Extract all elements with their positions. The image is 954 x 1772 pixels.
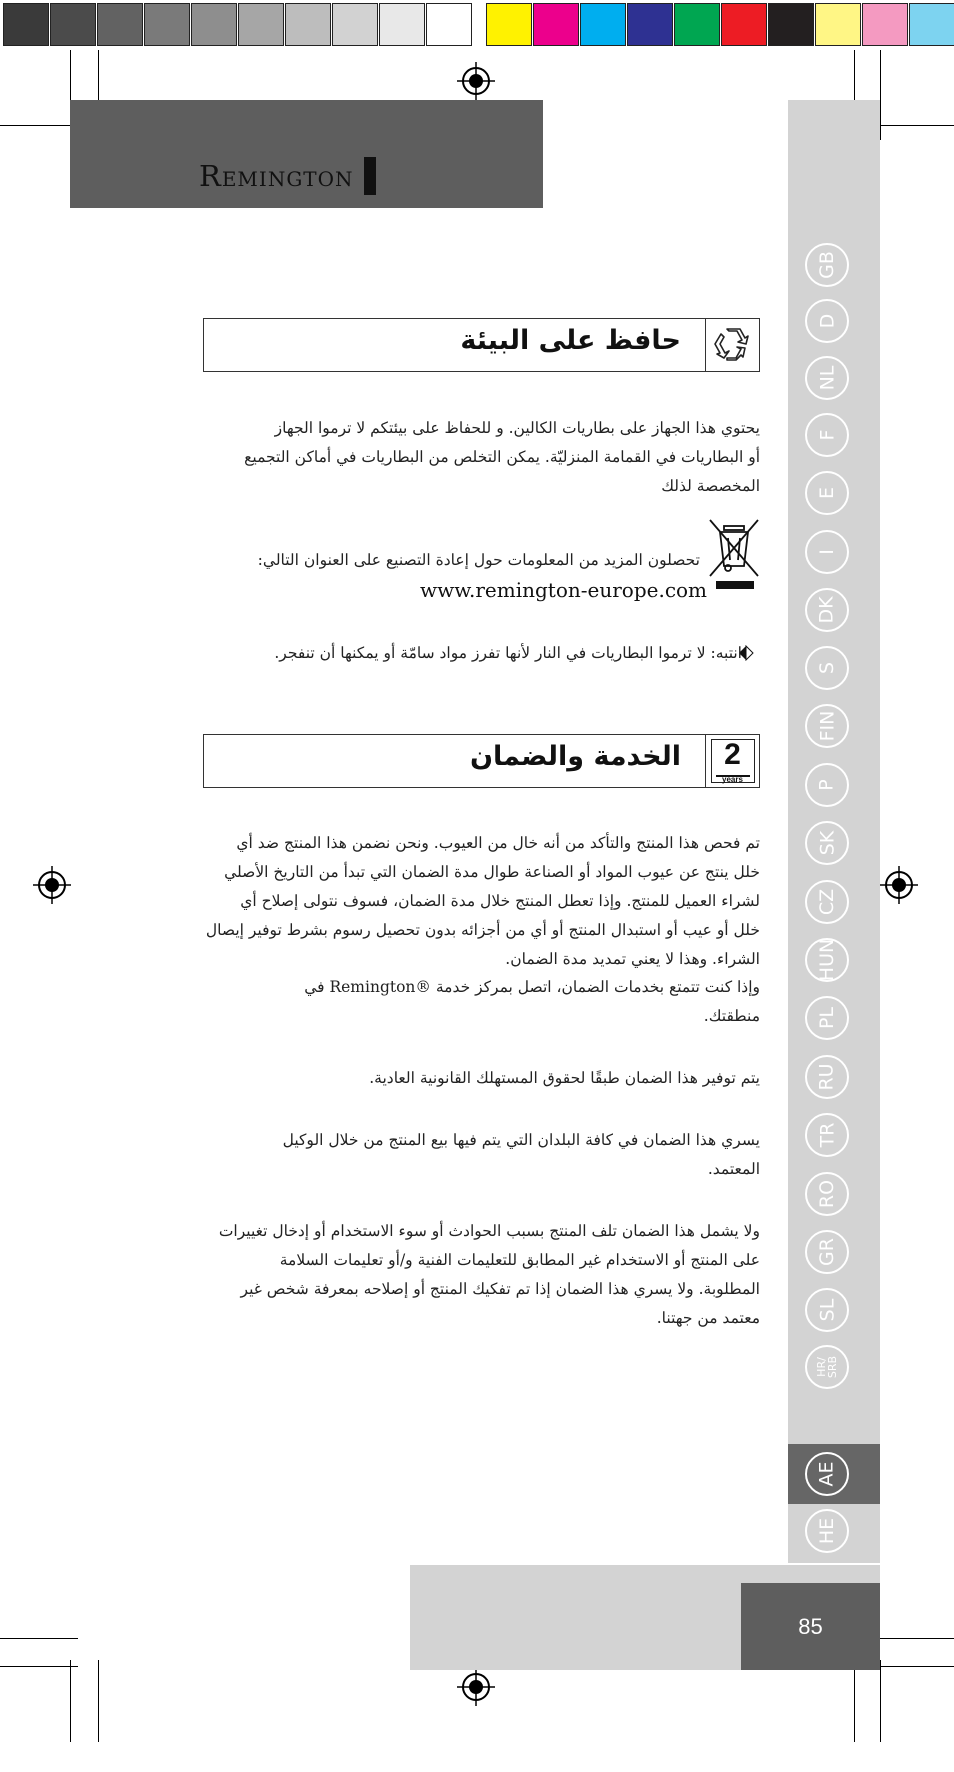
warranty-paragraph-3: يتم توفير هذا الضمان طبقًا لحقوق المستهلك القانونية العادية. bbox=[369, 1069, 760, 1087]
registration-mark-icon bbox=[457, 62, 495, 100]
recycle-icon bbox=[711, 323, 755, 367]
language-tab-p[interactable] bbox=[805, 763, 849, 807]
language-tab-ae[interactable] bbox=[805, 1452, 849, 1496]
text-line: معتمد من جهتنا. bbox=[656, 1309, 760, 1327]
warranty-paragraph-4 bbox=[283, 1126, 760, 1184]
text-line: الشراء. وهذا لا يعني تمديد مدة الضمان. bbox=[505, 950, 760, 968]
crossed-out-bin-icon bbox=[706, 516, 762, 592]
language-tab-label: SK bbox=[816, 830, 838, 856]
language-tab-label: SL bbox=[816, 1298, 838, 1322]
color-swatch bbox=[285, 3, 331, 46]
language-tab-ru[interactable] bbox=[805, 1055, 849, 1099]
text-line: المخصصة لذلك bbox=[661, 477, 760, 495]
color-swatch bbox=[533, 3, 579, 46]
section-warranty-title: الخدمة والضمان bbox=[469, 741, 681, 772]
warranty-badge bbox=[705, 735, 759, 787]
color-swatch bbox=[426, 3, 472, 46]
language-tab-gb[interactable] bbox=[805, 243, 849, 287]
color-swatch bbox=[379, 3, 425, 46]
color-swatch bbox=[191, 3, 237, 46]
registration-mark-icon bbox=[457, 1668, 495, 1706]
color-swatch bbox=[238, 3, 284, 46]
remington-logo bbox=[199, 156, 445, 196]
crop-mark bbox=[880, 50, 881, 140]
language-tab-label: D bbox=[815, 313, 838, 329]
crop-mark bbox=[880, 1660, 881, 1742]
warranty-paragraph-2 bbox=[304, 973, 760, 1031]
language-tab-e[interactable] bbox=[805, 471, 849, 515]
text-line: يسري هذا الضمان في كافة البلدان التي يتم فيها بيع المنتج من خلال الوكيل bbox=[282, 1131, 760, 1149]
text-line: لشراء العميل للمنتج. وإذا تعطل المنتج خلال مدة الضمان، فسوف نتولى إصلاح أي bbox=[240, 892, 760, 910]
color-swatch bbox=[768, 3, 814, 46]
environment-paragraph bbox=[244, 414, 760, 501]
language-tab-label: CZ bbox=[815, 888, 838, 916]
language-tab-label: PL bbox=[815, 1006, 838, 1030]
warranty-paragraph-5 bbox=[219, 1217, 760, 1333]
section-environment-title: حافظ على البيئة bbox=[460, 325, 681, 356]
crop-mark bbox=[98, 1660, 99, 1742]
color-swatch bbox=[815, 3, 861, 46]
color-swatch bbox=[50, 3, 96, 46]
language-tab-sl[interactable] bbox=[805, 1288, 849, 1332]
language-tab-hr-srb[interactable] bbox=[805, 1345, 849, 1389]
language-tab-label: HR/ SRB bbox=[814, 1355, 839, 1379]
color-swatch bbox=[674, 3, 720, 46]
color-swatch bbox=[144, 3, 190, 46]
warranty-years-label: years bbox=[722, 775, 743, 784]
logo-text: Remington bbox=[199, 159, 354, 193]
color-swatch bbox=[486, 3, 532, 46]
text-line: المطلوبة. ولا يسري هذا الضمان إذا تم تفكيك المنتج أو إصلاحه بمعرفة شخص غير bbox=[240, 1280, 760, 1298]
crop-mark bbox=[0, 1666, 78, 1667]
warranty-years-number: 2 bbox=[724, 738, 741, 771]
language-tab-label: DK bbox=[816, 596, 838, 624]
language-tab-dk[interactable] bbox=[805, 588, 849, 632]
language-tab-label: GR bbox=[816, 1238, 838, 1266]
crop-mark bbox=[876, 125, 954, 126]
language-tab-label: FIN bbox=[816, 710, 838, 742]
language-tab-label: TR bbox=[816, 1122, 838, 1148]
language-tab-label: E bbox=[815, 486, 838, 500]
color-calibration-bar bbox=[0, 0, 954, 50]
registration-mark-icon bbox=[880, 866, 918, 904]
language-tab-s[interactable] bbox=[805, 646, 849, 690]
warning-text: انتبه: لا ترموا البطاريات في النار لأنها تفرز مواد سامّة أو يمكنها أن تنفجر. bbox=[274, 644, 742, 662]
language-tab-tr[interactable] bbox=[805, 1113, 849, 1157]
language-tab-nl[interactable] bbox=[805, 356, 849, 400]
language-tab-d[interactable] bbox=[805, 299, 849, 343]
color-swatch bbox=[97, 3, 143, 46]
crop-mark bbox=[0, 125, 78, 126]
crop-mark bbox=[876, 1638, 954, 1639]
language-tab-label: RO bbox=[815, 1179, 838, 1209]
language-tab-label: F bbox=[816, 429, 838, 441]
language-tab-label: HE bbox=[815, 1517, 838, 1545]
text-line: يحتوي هذا الجهاز على بطاريات الكالين. و للحفاظ على بيئتكم لا ترموا الجهاز bbox=[274, 419, 760, 437]
color-swatch bbox=[580, 3, 626, 46]
registration-mark-icon bbox=[33, 866, 71, 904]
language-tab-label: P bbox=[816, 779, 838, 791]
crop-mark bbox=[70, 1660, 71, 1742]
language-tab-label: RU bbox=[815, 1063, 838, 1091]
page-number-box bbox=[741, 1583, 880, 1670]
logo-bar bbox=[364, 157, 376, 195]
language-tab-pl[interactable] bbox=[805, 996, 849, 1040]
language-tab-label: NL bbox=[816, 365, 838, 391]
remington-url: www.remington-europe.com bbox=[420, 578, 708, 602]
color-swatch bbox=[909, 3, 954, 46]
color-swatch bbox=[862, 3, 908, 46]
section-environment-heading bbox=[203, 318, 760, 372]
color-swatch bbox=[721, 3, 767, 46]
language-tab-ro[interactable] bbox=[805, 1172, 849, 1216]
header-banner bbox=[70, 100, 543, 208]
crop-mark bbox=[0, 1638, 78, 1639]
text-line: وإذا كنت تتمتع بخدمات الضمان، اتصل بمركز خدمة ®Remington في bbox=[304, 978, 760, 996]
recycle-icon-cell bbox=[705, 319, 759, 371]
recycle-info-text: تحصلون المزيد من المعلومات حول إعادة التصنيع على العنوان التالي: bbox=[257, 551, 700, 569]
language-tab-he[interactable] bbox=[805, 1509, 849, 1553]
crop-mark bbox=[854, 1660, 855, 1742]
text-line: ولا يشمل هذا الضمان تلف المنتج بسبب الحوادث أو سوء الاستخدام أو إدخال تغييرات bbox=[218, 1222, 760, 1240]
text-line: تم فحص هذا المنتج والتأكد من أنه خال من العيوب. ونحن نضمن هذا المنتج ضد أي bbox=[236, 834, 760, 852]
language-tab-f[interactable] bbox=[805, 413, 849, 457]
color-swatch bbox=[3, 3, 49, 46]
language-tab-hun[interactable] bbox=[805, 938, 849, 982]
text-line: على المنتج أو الاستخدام غير المطابق للتعليمات الفنية و/أو تعليمات السلامة bbox=[279, 1251, 760, 1269]
text-line: خلل أو عيب أو استبدال المنتج أو أي من أجزائه بدون تحصيل رسوم بشرط توفير إيصال bbox=[205, 921, 760, 939]
section-warranty-heading bbox=[203, 734, 760, 788]
crop-mark bbox=[876, 1666, 954, 1667]
color-swatch bbox=[332, 3, 378, 46]
language-tab-gr[interactable] bbox=[805, 1230, 849, 1274]
language-tab-label: AE bbox=[815, 1461, 838, 1487]
page-number: 85 bbox=[798, 1613, 823, 1639]
text-line: المعتمد. bbox=[707, 1160, 760, 1178]
language-tab-i[interactable] bbox=[805, 530, 849, 574]
language-tab-label: GB bbox=[815, 251, 838, 279]
language-tab-fin[interactable] bbox=[805, 704, 849, 748]
warranty-paragraph-1 bbox=[206, 829, 760, 974]
text-line: أو البطاريات في القمامة المنزليّة. يمكن التخلص من البطاريات في أماكن التجميع bbox=[244, 448, 760, 466]
language-tab-sk[interactable] bbox=[805, 821, 849, 865]
language-tab-cz[interactable] bbox=[805, 880, 849, 924]
language-tab-label: S bbox=[816, 661, 838, 675]
color-swatch bbox=[627, 3, 673, 46]
language-tab-label: HUN bbox=[816, 938, 839, 982]
language-tab-label: I bbox=[815, 549, 838, 555]
text-line: منطقتك. bbox=[703, 1007, 760, 1025]
text-line: خلل ينتج عن عيوب المواد أو الصناعة طوال مدة الضمان التي تبدأ من التاريخ الأصلي bbox=[224, 863, 760, 881]
